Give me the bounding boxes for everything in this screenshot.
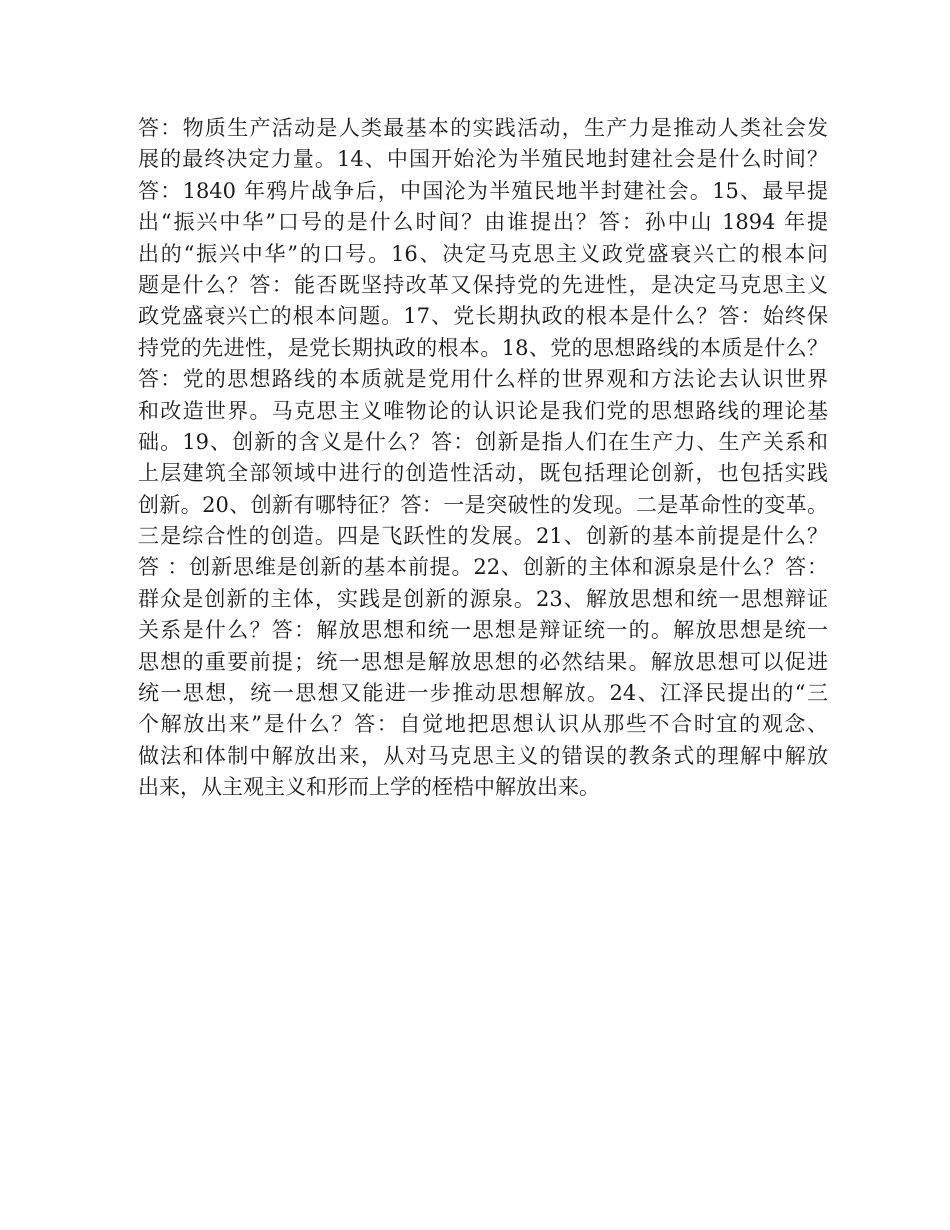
text-line: 答：物质生产活动是人类最基本的实践活动，生产力是推动人类社会发 [138,116,828,140]
text-line: 和改造世界。马克思主义唯物论的认识论是我们党的思想路线的理论基 [138,398,828,423]
text-line: 持党的先进性，是党长期执政的根本。18、党的思想路线的本质是什么？ [138,335,828,360]
text-line: 思想的重要前提；统一思想是解放思想的必然结果。解放思想可以促进 [138,649,828,674]
text-line: 统一思想，统一思想又能进一步推动思想解放。24、江泽民提出的“三 [138,681,828,706]
text-line: 创新。20、创新有哪特征？答：一是突破性的发现。二是革命性的变革。 [138,492,828,517]
text-line: 答 ：创新思维是创新的基本前提。22、创新的主体和源泉是什么？答： [138,555,828,580]
text-line: 题是什么？答：能否既坚持改革又保持党的先进性，是决定马克思主义 [138,272,828,297]
text-line: 答：1840 年鸦片战争后，中国沦为半殖民地半封建社会。15、最早提 [138,178,828,203]
text-line: 个解放出来”是什么？答：自觉地把思想认识从那些不合时宜的观念、 [138,712,828,737]
text-line: 出“振兴中华”口号的是什么时间？由谁提出？答：孙中山 1894 年提 [138,210,828,235]
text-line: 群众是创新的主体，实践是创新的源泉。23、解放思想和统一思想辩证 [138,586,828,611]
text-line: 础。19、创新的含义是什么？答：创新是指人们在生产力、生产关系和 [138,429,828,454]
text-line: 出来，从主观主义和形而上学的桎梏中解放出来。 [138,775,600,800]
text-line: 政党盛衰兴亡的根本问题。17、党长期执政的根本是什么？答：始终保 [138,304,828,329]
text-line: 做法和体制中解放出来，从对马克思主义的错误的教条式的理解中解放 [138,743,828,768]
text-line: 展的最终决定力量。14、中国开始沦为半殖民地封建社会是什么时间？ [138,147,828,172]
document-body [138,113,828,804]
text-line: 答：党的思想路线的本质就是党用什么样的世界观和方法论去认识世界 [138,367,828,392]
text-line: 上层建筑全部领域中进行的创造性活动，既包括理论创新，也包括实践 [138,461,828,486]
text-line: 出的“振兴中华”的口号。16、决定马克思主义政党盛衰兴亡的根本问 [138,241,828,266]
text-line: 三是综合性的创造。四是飞跃性的发展。21、创新的基本前提是什么？ [138,524,828,549]
text-line: 关系是什么？答：解放思想和统一思想是辩证统一的。解放思想是统一 [138,618,828,643]
